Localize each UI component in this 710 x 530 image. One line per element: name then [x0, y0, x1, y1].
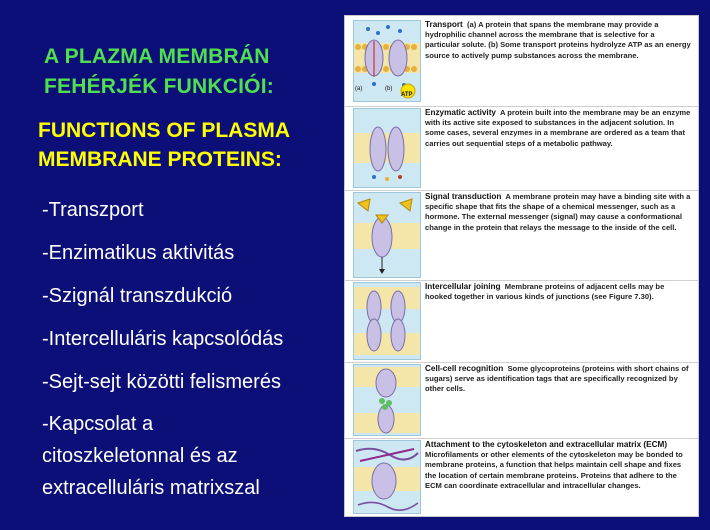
row-signal: [345, 192, 698, 278]
joining-heading: Intercellular joining: [425, 282, 501, 291]
divider: [345, 280, 698, 281]
attachment-illustration: [353, 440, 421, 514]
transport-description: [425, 20, 691, 61]
joining-illustration: [353, 282, 421, 360]
recognition-heading: Cell-cell recognition: [425, 364, 504, 373]
attachment-heading: Attachment to the cytoskeleton and extracellular matrix (ECM): [425, 440, 668, 449]
list-item-cytoskeleton-3: extracelluláris matrixszal: [42, 477, 260, 499]
enzymatic-text: A protein built into the membrane may be an enzyme with its active site exposed to substances in the adjacent solution. In some cases, several enzymes in a membrane are ordered as a team that carries out sequential steps of a metabolic pathway.: [425, 108, 691, 148]
list-item-cytoskeleton-1: -Kapcsolat a: [42, 413, 154, 435]
row-recognition: [345, 364, 698, 436]
title-hungarian-line-1: A PLAZMA MEMBRÁN: [44, 45, 270, 68]
row-attachment: [345, 440, 698, 514]
title-hungarian: [44, 42, 344, 102]
recognition-description: [425, 364, 691, 395]
divider: [345, 362, 698, 363]
enzymatic-heading: Enzymatic activity: [425, 108, 496, 117]
label-a: (a): [355, 86, 363, 92]
list-item-transport: -Transzport: [42, 199, 144, 221]
divider: [345, 106, 698, 107]
enzymatic-description: [425, 108, 691, 149]
transport-heading: Transport: [425, 20, 463, 29]
recognition-text: Some glycoproteins (proteins with short chains of sugars) serve as identification tags that are specifically recognized by other cells.: [425, 364, 689, 394]
label-atp: ATP: [401, 92, 413, 98]
signal-description: [425, 192, 691, 233]
title-english: [38, 116, 338, 174]
attachment-description: [425, 440, 691, 491]
list-item-intercellular: -Intercelluláris kapcsolódás: [42, 328, 284, 350]
row-transport: [345, 20, 698, 104]
enzyme-illustration: [353, 108, 421, 188]
attachment-text: Microfilaments or other elements of the cytoskeleton may be bonded to membrane proteins, a function that helps maintain cell shape and fixes the location of certain membrane proteins. Proteins that adhere to the ECM can coordinate extracellular and intracellular changes.: [425, 450, 683, 490]
divider: [345, 190, 698, 191]
signal-illustration: [353, 192, 421, 278]
transport-text: (a) A protein that spans the membrane may provide a hydrophilic channel across the membrane that is selective for a particular solute. (b) Some transport proteins hydrolyze ATP as an energy source to actively pump substances across the membrane.: [425, 20, 691, 60]
row-enzymatic: [345, 108, 698, 188]
list-item-cytoskeleton-2: citoszkeletonnal és az: [42, 445, 238, 467]
row-joining: [345, 282, 698, 360]
list-item-recognition: -Sejt-sejt közötti felismerés: [42, 371, 281, 393]
figure-panel: [344, 15, 699, 517]
signal-text: A membrane protein may have a binding site with a specific shape that fits the shape of a chemical messenger, such as a hormone. The external messenger (signal) may cause a conformational change in the protein that relays the message to the inside of the cell.: [425, 192, 691, 232]
title-english-line-2: MEMBRANE PROTEINS:: [38, 148, 282, 171]
list-item-enzymatic: -Enzimatikus aktivitás: [42, 242, 235, 264]
title-hungarian-line-2: FEHÉRJÉK FUNKCIÓI:: [44, 75, 274, 98]
list-item-signal: -Szignál transzdukció: [42, 285, 233, 307]
divider: [345, 438, 698, 439]
signal-heading: Signal transduction: [425, 192, 502, 201]
title-english-line-1: FUNCTIONS OF PLASMA: [38, 119, 290, 142]
function-list: [42, 192, 342, 503]
joining-text: Membrane proteins of adjacent cells may be hooked together in various kinds of junctions (see Figure 7.30).: [425, 282, 665, 302]
recognition-illustration: [353, 364, 421, 436]
joining-description: [425, 282, 691, 302]
label-b: (b): [385, 86, 393, 92]
